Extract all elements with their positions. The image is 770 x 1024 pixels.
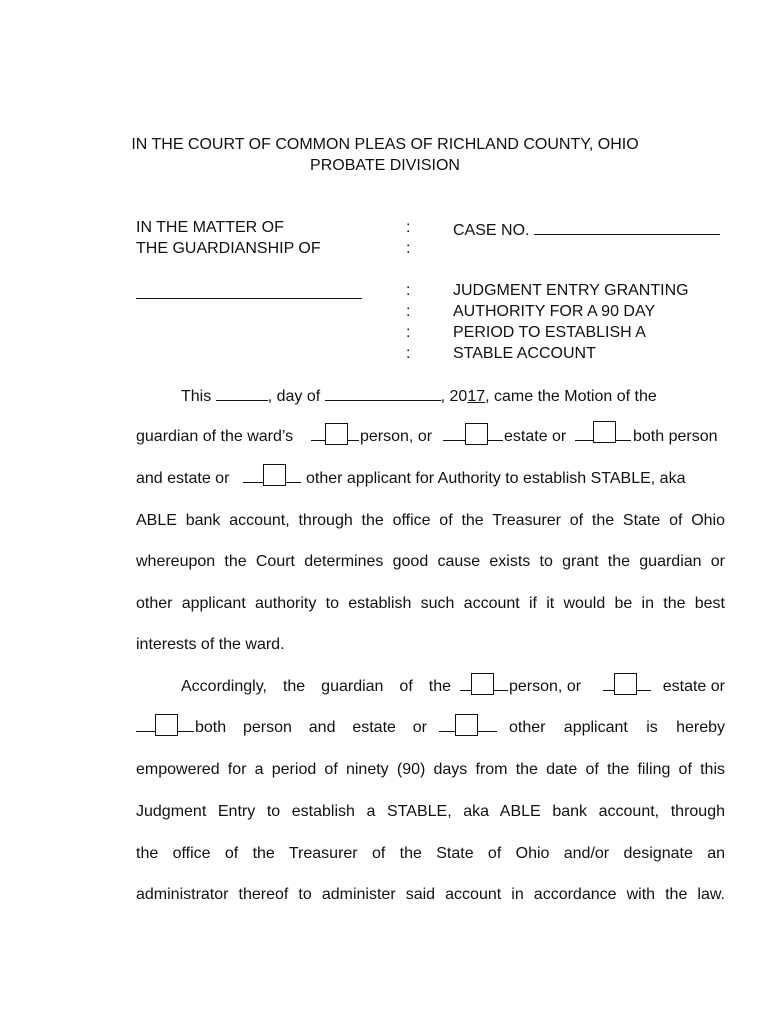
body-line-2: guardian of the ward’s (136, 428, 294, 445)
both-label: both person (633, 428, 718, 445)
entry-title-line-4: STABLE ACCOUNT (453, 345, 596, 362)
body-line-4: ABLE bank account, through the office of the Treasurer of the State of Ohio (136, 512, 725, 529)
body-line-3b: other applicant for Authority to establish STABLE, aka (306, 470, 686, 487)
body-line-8a: Accordingly, the guardian of the (181, 678, 451, 695)
caption-colon: : (406, 324, 411, 341)
estate-label: estate or (504, 428, 567, 445)
entry-title-line-3: PERIOD TO ESTABLISH A (453, 324, 646, 341)
other-applicant-checkbox[interactable] (263, 464, 286, 486)
ward-person-checkbox[interactable] (325, 423, 348, 445)
person-label: person, or (360, 428, 433, 445)
court-heading: IN THE COURT OF COMMON PLEAS OF RICHLAND COUNTY, OHIO (131, 136, 639, 153)
division-heading: PROBATE DIVISION (310, 157, 460, 174)
ward-name-field[interactable] (136, 298, 362, 299)
month-field[interactable] (325, 386, 441, 401)
body-line-5: whereupon the Court determines good cause exists to grant the guardian or (136, 553, 725, 570)
case-number-label: CASE NO. (453, 219, 720, 240)
second-both-checkbox[interactable] (155, 714, 178, 736)
entry-title-line-1: JUDGMENT ENTRY GRANTING (453, 282, 689, 299)
day-field[interactable] (216, 386, 268, 401)
person-label-2: person, or (509, 678, 582, 695)
estate-label-2: estate or (662, 678, 725, 695)
entry-title-line-2: AUTHORITY FOR A 90 DAY (453, 303, 656, 320)
case-number-field[interactable] (534, 219, 720, 235)
body-line-6: other applicant authority to establish such account if it would be in the best (136, 595, 725, 612)
body-line-9a: both person and estate or (195, 719, 427, 736)
second-other-checkbox[interactable] (455, 714, 478, 736)
ward-both-checkbox[interactable] (593, 421, 616, 443)
ward-estate-checkbox[interactable] (465, 423, 488, 445)
caption-colon: : (406, 219, 411, 236)
matter-line-2: THE GUARDIANSHIP OF (136, 240, 321, 257)
body-line-1: This , day of , 2017, came the Motion of the (181, 388, 657, 405)
body-line-9b: other applicant is hereby (509, 719, 725, 736)
body-line-11: Judgment Entry to establish a STABLE, aka ABLE bank account, through (136, 803, 725, 820)
caption-colon: : (406, 240, 411, 257)
body-line-12: the office of the Treasurer of the State of Ohio and/or designate an (136, 845, 725, 862)
body-line-3a: and estate or (136, 470, 230, 487)
matter-line-1: IN THE MATTER OF (136, 219, 284, 236)
caption-colon: : (406, 282, 411, 299)
year-suffix: 17 (467, 388, 486, 405)
caption-colon: : (406, 303, 411, 320)
second-person-checkbox[interactable] (471, 673, 494, 695)
caption-colon: : (406, 345, 411, 362)
body-line-7: interests of the ward. (136, 636, 285, 653)
body-line-13: administrator thereof to administer said account in accordance with the law. (136, 886, 725, 903)
second-estate-checkbox[interactable] (614, 673, 637, 695)
body-line-10: empowered for a period of ninety (90) days from the date of the filing of this (136, 761, 725, 778)
